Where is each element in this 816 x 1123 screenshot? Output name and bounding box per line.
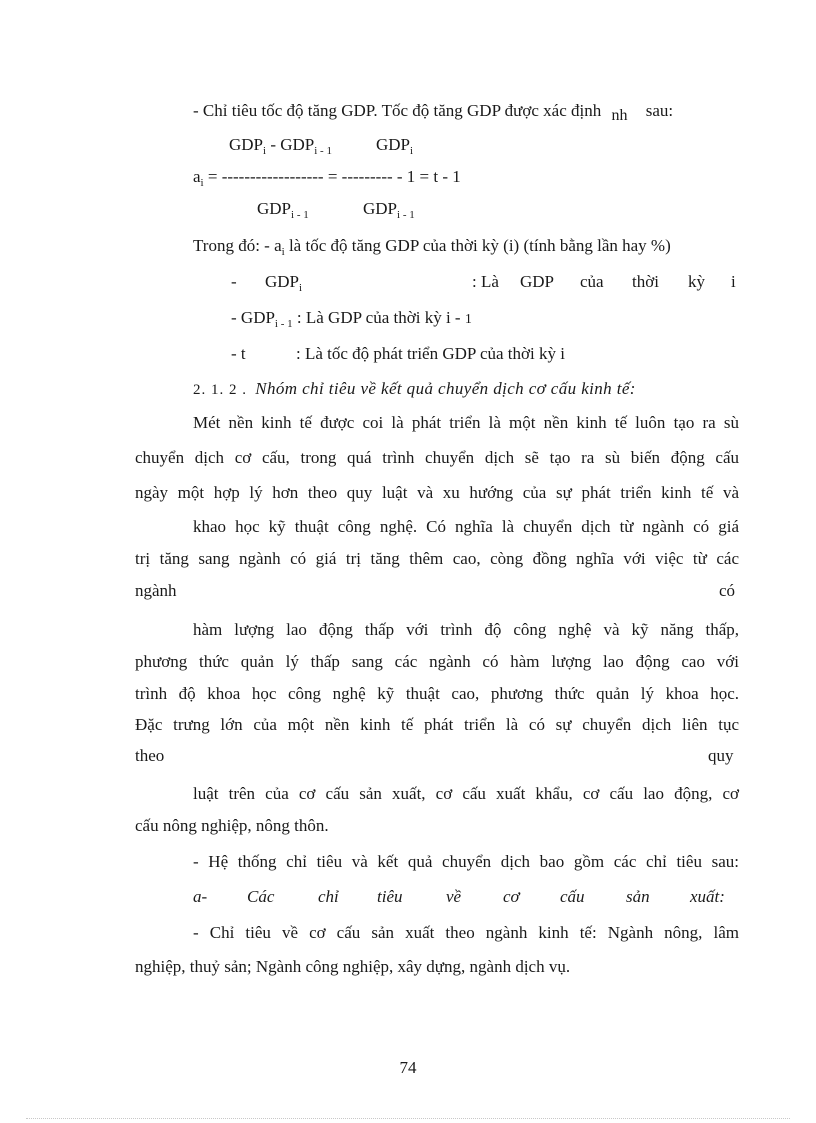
text-span: là tốc độ tăng GDP của thời kỳ (i) (tính bằng lần hay %) [284, 236, 671, 255]
subheading-word [247, 886, 274, 908]
definition-gdp-i [231, 271, 237, 293]
subheading-word [318, 886, 339, 908]
text-span: có [719, 581, 736, 600]
paragraph-line [193, 922, 739, 944]
subheading-word [560, 886, 585, 908]
subheading-word [377, 886, 403, 908]
text-span: Trong đó: - a [193, 236, 282, 255]
paragraph-line [193, 412, 739, 434]
text-span: trình độ khoa học công nghệ kỹ thuật cao, phương thức quản lý khoa học. [135, 684, 739, 703]
definition-t-desc [296, 343, 565, 365]
paragraph-line [135, 714, 739, 736]
subscript: i - 1 [397, 209, 415, 221]
formula-denominator [257, 198, 309, 220]
definition-gdp-i-term [265, 271, 302, 293]
paragraph-line [135, 683, 739, 705]
where-line [193, 235, 671, 257]
subscript: i [263, 145, 267, 157]
text-span: i [731, 272, 736, 291]
paragraph-line [135, 815, 329, 837]
text-span: GDP [229, 135, 264, 154]
definition-word [580, 271, 604, 293]
definition-word [632, 271, 659, 293]
text-span: cấu [560, 887, 585, 906]
text-span: - GDP [266, 135, 315, 154]
text-span: Các [247, 887, 275, 906]
text-span: phương thức quản lý thấp sang các ngành có hàm lượng lao động cao với [135, 652, 739, 671]
paragraph-line [193, 851, 739, 873]
subscript: i [299, 282, 303, 294]
text-span: GDP [520, 272, 555, 291]
formula-numerator-right [376, 134, 413, 156]
text-span: chỉ [318, 887, 339, 906]
subheading-word [446, 886, 461, 908]
text-span: a- [193, 887, 208, 906]
text-span: quy [708, 746, 734, 765]
formula-denominator-right [363, 198, 415, 220]
text-span: - Chỉ tiêu tốc độ tăng GDP. Tốc độ tăng GDP được xác định [193, 101, 602, 120]
subscript: i - 1 [274, 318, 293, 330]
text-span: - Hệ thống chỉ tiêu và kết quả chuyển dịch bao gồm các chỉ tiêu sau: [193, 852, 739, 871]
text-span: ngành [135, 581, 177, 600]
text-span: kỳ [688, 272, 705, 291]
paragraph-line [135, 548, 739, 570]
paragraph-line [135, 651, 739, 673]
section-title: Nhóm chỉ tiêu về kết quả chuyển dịch cơ cấu kinh tế: [255, 379, 636, 398]
paragraph-line [719, 580, 735, 602]
paragraph-line [193, 783, 739, 805]
paragraph-line [708, 745, 734, 767]
text-span: theo [135, 746, 165, 765]
text-span: thời [632, 272, 659, 291]
section-number: 2. 1. 2 . [193, 382, 247, 398]
text-span: GDP [265, 272, 300, 291]
text-span: sau: [645, 101, 674, 120]
subheading-word [690, 886, 725, 908]
definition-word [688, 271, 705, 293]
text-span: GDP [376, 135, 411, 154]
text-span: Mét nền kinh tế được coi là phát triển là một nền kinh tế luôn tạo ra sù [193, 413, 739, 432]
text-span: của [580, 272, 604, 291]
definition-word [731, 271, 736, 293]
text-span: - Chỉ tiêu về cơ cấu sản xuất theo ngành kinh tế: Ngành nông, lâm [193, 923, 739, 942]
text-span: 1 [464, 312, 472, 327]
definition-word [520, 271, 554, 293]
text-span: Đặc trưng lớn của một nền kinh tế phát triển là có sự chuyển dịch liên tục [135, 715, 739, 734]
paragraph-line [193, 516, 739, 538]
text-span: : Là [472, 272, 499, 291]
subheading-word [193, 886, 207, 908]
text-span: sản [626, 887, 650, 906]
paragraph-line [135, 447, 739, 469]
formula-numerator [229, 134, 332, 156]
text-span: khao học kỹ thuật công nghệ. Có nghĩa là chuyển dịch từ ngành có giá [193, 517, 739, 536]
text-span: nghiệp, thuỷ sản; Ngành công nghiệp, xây dựng, ngành dịch vụ. [135, 957, 571, 976]
paragraph-line [193, 619, 739, 641]
formula-main [193, 166, 461, 188]
subheading-word [626, 886, 650, 908]
text-span: nh [611, 107, 628, 124]
text-span: trị tăng sang ngành có giá trị tăng thêm cao, còng đồng nghĩa với việc từ các [135, 549, 739, 568]
paragraph-line [135, 956, 570, 978]
text-span: - GDP [231, 308, 275, 327]
subscript: i - 1 [314, 145, 332, 157]
page-number: 74 [399, 1058, 417, 1077]
growth-indicator-line [193, 100, 673, 123]
text-span: xuất: [690, 887, 725, 906]
paragraph-line [135, 580, 177, 602]
text-span: cấu nông nghiệp, nông thôn. [135, 816, 329, 835]
subscript: i [200, 177, 204, 189]
subscript: i [281, 246, 285, 258]
section-heading [193, 378, 636, 401]
subscript: i [410, 145, 414, 157]
text-span: - t [231, 344, 246, 363]
text-span: hàm lượng lao động thấp với trình độ công nghệ và kỹ năng thấp, [193, 620, 739, 639]
text-span: GDP [363, 199, 398, 218]
definition-t [231, 343, 246, 365]
text-span: chuyển dịch cơ cấu, trong quá trình chuyển dịch sẽ tạo ra sù biến động cấu [135, 448, 739, 467]
definition-gdp-i-1 [231, 307, 472, 331]
footer-divider [26, 1118, 790, 1119]
paragraph-line [135, 482, 739, 504]
text-span: : Là GDP của thời kỳ i - [292, 308, 465, 327]
text-span: a [193, 167, 201, 186]
text-span: GDP [257, 199, 292, 218]
paragraph-line [135, 745, 164, 767]
text-span: cơ [503, 887, 520, 906]
text-span: tiêu [377, 887, 403, 906]
text-span: luật trên của cơ cấu sản xuất, cơ cấu xuất khẩu, cơ cấu lao động, cơ [193, 784, 739, 803]
subscript: i - 1 [291, 209, 309, 221]
text-span: - [231, 272, 237, 291]
text-span: về [446, 887, 462, 906]
text-span: : Là tốc độ phát triển GDP của thời kỳ i [296, 344, 565, 363]
text-span: ngày một hợp lý hơn theo quy luật và xu hướng của sự phát triển kinh tế và [135, 483, 739, 502]
definition-gdp-i-desc [472, 271, 499, 293]
text-span: = ------------------ = --------- - 1 = t - 1 [203, 167, 461, 186]
subheading-word [503, 886, 520, 908]
